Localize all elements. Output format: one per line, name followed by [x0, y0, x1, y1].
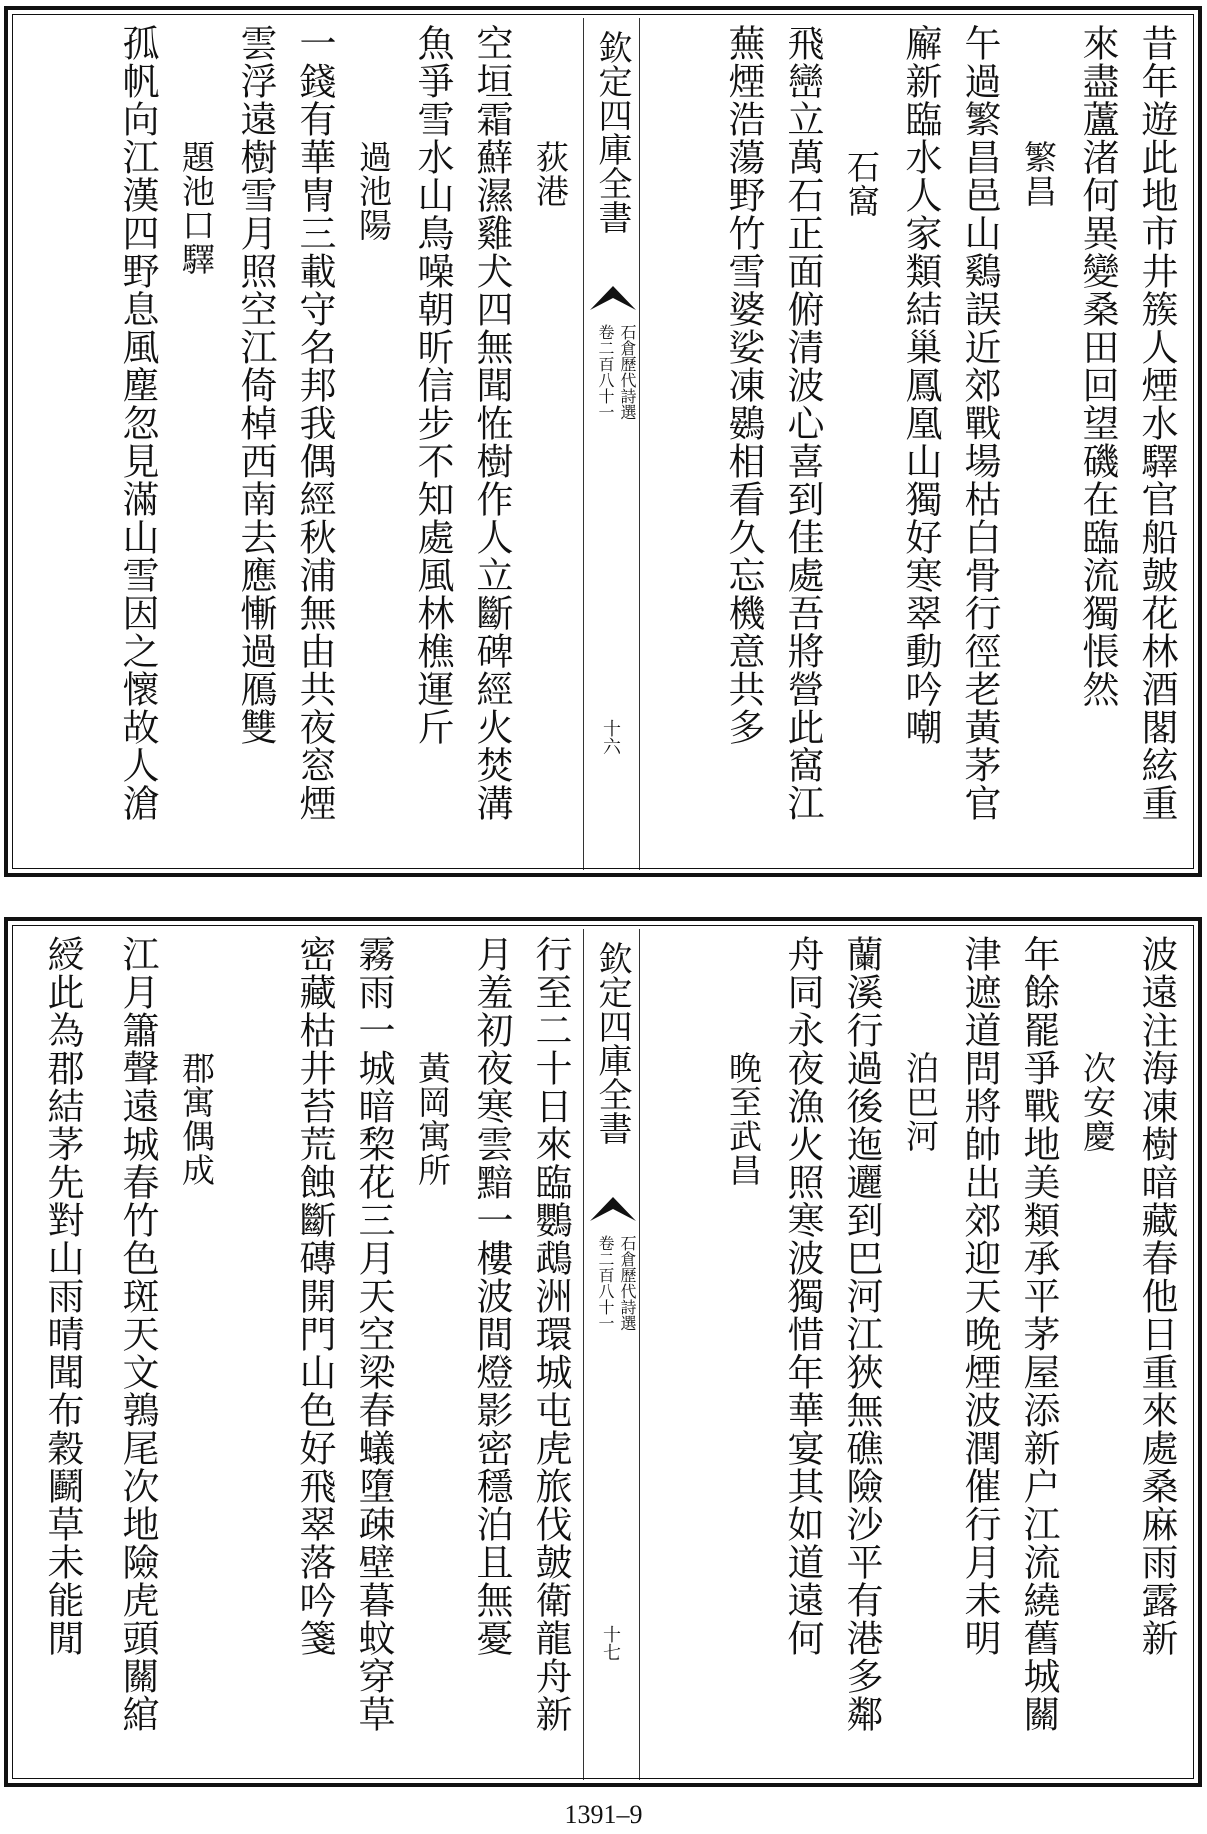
top-poem-title-digang: 荻港: [531, 140, 570, 208]
page-reference: 1391–9: [564, 1800, 643, 1829]
top-col-2: 來盡蘆渚何異變桑田回望磯在臨流獨悵然: [1076, 24, 1119, 708]
top-volume: 卷二百八十一: [596, 324, 615, 420]
top-page-number: 十六: [600, 719, 621, 755]
top-col-8: 蕪煙浩蕩野竹雪婆娑凍鷃相看久忘機意共多: [722, 24, 765, 746]
bottom-volume: 卷二百八十一: [596, 1235, 615, 1331]
bottom-col-10: 月羞初夜寒雲黯一樓波間燈影密穩泊且無憂: [470, 935, 513, 1657]
bottom-poem-title-ciqing: 次安慶: [1078, 1051, 1117, 1153]
bottom-col-9: 行至二十日來臨鸚鵡洲環城屯虎旅伐皷衛龍舟新: [529, 935, 572, 1733]
top-poem-title-fanchang: 繁昌: [1019, 140, 1058, 208]
bottom-col-7: 舟同永夜漁火照寒波獨惜年華宴其如道遠何: [781, 935, 824, 1657]
top-col-4: 午過繁昌邑山鷄誤近郊戰場枯白骨行徑老黃茅官: [958, 24, 1001, 822]
bottom-poem-title-huanggang: 黃岡寓所: [413, 1051, 452, 1187]
top-col-5: 廨新臨水人家類結巢鳳凰山獨好寒翠動吟嘲: [899, 24, 942, 746]
fish-tail-mark-icon: [590, 1195, 636, 1221]
fish-tail-mark-icon: [590, 284, 636, 310]
bottom-book-title: 欽定四庫全書: [592, 941, 632, 1145]
top-col-10: 空垣霜蘚濕雞犬四無聞恠樹作人立斷碑經火焚溝: [470, 24, 513, 822]
bottom-gutter: [584, 935, 640, 1779]
top-col-14: 雲浮遠樹雪月照空江倚棹西南去應慚過鴈雙: [234, 24, 277, 746]
bottom-col-1: 波遠注海凍樹暗藏春他日重來處桑麻雨露新: [1135, 935, 1178, 1657]
top-poem-title-tichikouyi: 題池口驛: [177, 140, 216, 276]
top-poem-title-shiwo: 石窩: [842, 150, 881, 218]
top-col-16: 孤帆向江漢四野息風塵忽見滿山雪因之懷故人滄: [116, 24, 159, 822]
top-col-11: 魚爭雪水山鳥噪朝昕信步不知處風林樵運斤: [411, 24, 454, 746]
top-book-title: 欽定四庫全書: [592, 30, 632, 234]
bottom-page-frame: [4, 917, 1202, 1787]
bottom-source: 石倉歷代詩選: [618, 1235, 637, 1331]
bottom-col-4: 津遮道問將帥出郊迎天晚煙波潤催行月未明: [958, 935, 1001, 1657]
top-page-frame: [4, 6, 1202, 877]
top-poem-title-guochiyang: 過池陽: [354, 140, 393, 242]
top-gutter: [584, 24, 640, 869]
bottom-page-number: 十七: [600, 1625, 621, 1661]
bottom-poem-title-junyu: 郡寓偶成: [177, 1051, 216, 1187]
bottom-col-15: 江月簫聲遠城春竹色斑天文鶉尾次地險虎頭關綰: [116, 935, 159, 1733]
bottom-col-3: 年餘罷爭戰地美類承平茅屋添新户江流繞舊城關: [1017, 935, 1060, 1733]
bottom-poem-title-bobahe: 泊巴河: [901, 1051, 940, 1153]
bottom-col-6: 蘭溪行過後迤邐到巴河江狹無礁險沙平有港多鄰: [840, 935, 883, 1733]
bottom-col-16: 綬此為郡結茅先對山雨晴聞布穀鬬草未能閒: [41, 935, 84, 1657]
top-col-1: 昔年遊此地市井簇人煙水驛官船皷花林酒閣絃重: [1135, 24, 1178, 822]
bottom-col-12: 霧雨一城暗棃花三月天空梁春蟻墮疎壁暮蚊穿草: [352, 935, 395, 1733]
bottom-col-13: 密藏枯井苔荒蝕斷磚開門山色好飛翠落吟箋: [293, 935, 336, 1657]
bottom-poem-title-wanzhiwuchang: 晚至武昌: [724, 1051, 763, 1187]
top-source: 石倉歷代詩選: [618, 324, 637, 420]
top-col-7: 飛巒立萬石正面俯清波心喜到佳處吾將營此窩江: [781, 24, 824, 822]
top-col-13: 一錢有華冑三載守名邦我偶經秋浦無由共夜窓煙: [293, 24, 336, 822]
